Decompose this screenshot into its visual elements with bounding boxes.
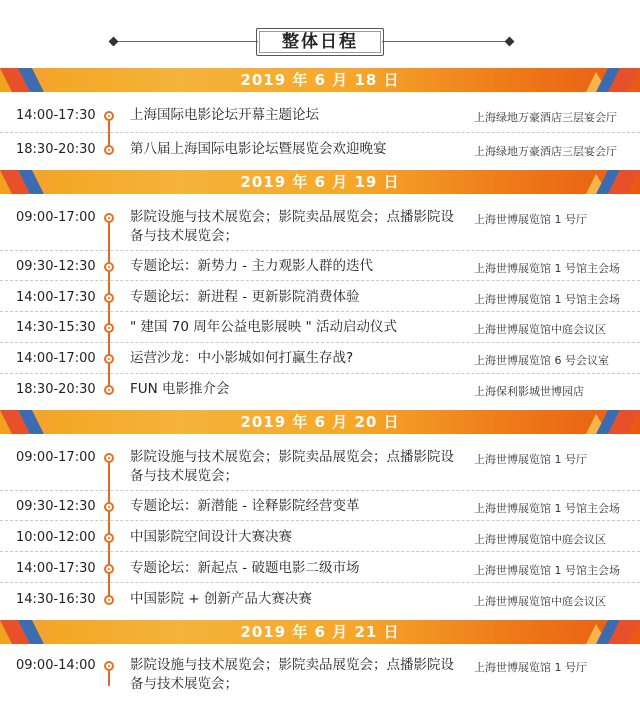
timeline-dot-icon bbox=[104, 385, 114, 395]
day-bar-3 bbox=[0, 410, 640, 434]
row-divider bbox=[0, 373, 640, 374]
event-time: 14:30-16:30 bbox=[16, 592, 96, 607]
event-venue: 上海绿地万豪酒店三层宴会厅 bbox=[474, 111, 617, 124]
event-time: 09:30-12:30 bbox=[16, 499, 96, 514]
timeline-dot-icon bbox=[104, 323, 114, 333]
day-date: 2019 年 6 月 19 日 bbox=[240, 173, 400, 191]
day-date: 2019 年 6 月 20 日 bbox=[240, 413, 400, 431]
event-time: 09:00-14:00 bbox=[16, 658, 96, 673]
row-divider bbox=[0, 582, 640, 583]
event-time: 10:00-12:00 bbox=[16, 530, 96, 545]
event-title: 运营沙龙：中小影城如何打赢生存战? bbox=[130, 350, 354, 366]
event-venue: 上海世博展览馆 1 号馆主会场 bbox=[474, 293, 620, 306]
timeline-dot-icon bbox=[104, 453, 114, 463]
event-time: 09:30-12:30 bbox=[16, 259, 96, 274]
timeline-line bbox=[108, 216, 110, 392]
event-time: 14:30-15:30 bbox=[16, 320, 96, 335]
schedule-header bbox=[0, 0, 640, 66]
timeline-dot-icon bbox=[104, 293, 114, 303]
event-time: 09:00-17:00 bbox=[16, 210, 96, 225]
event-time: 09:00-17:00 bbox=[16, 450, 96, 465]
title-divider-right bbox=[382, 41, 508, 42]
timeline-dot-icon bbox=[104, 262, 114, 272]
event-venue: 上海世博展览馆 1 号馆主会场 bbox=[474, 502, 620, 515]
event-time: 18:30-20:30 bbox=[16, 382, 96, 397]
event-time: 14:00-17:00 bbox=[16, 351, 96, 366]
event-venue: 上海世博展览馆中庭会议区 bbox=[474, 533, 606, 546]
row-divider bbox=[0, 132, 640, 133]
page-title: 整体日程 bbox=[282, 32, 358, 52]
event-title: 第八届上海国际电影论坛暨展览会欢迎晚宴 bbox=[130, 141, 387, 157]
event-venue: 上海世博展览馆中庭会议区 bbox=[474, 595, 606, 608]
event-title: 影院设施与技术展览会；影院卖品展览会；点播影院设备与技术展览会； bbox=[130, 657, 454, 692]
event-venue: 上海世博展览馆 1 号厅 bbox=[474, 453, 587, 466]
event-title: " 建国 70 周年公益电影展映 " 活动启动仪式 bbox=[130, 319, 398, 335]
event-venue: 上海世博展览馆 1 号馆主会场 bbox=[474, 262, 620, 275]
event-title: 专题论坛：新起点 - 破题电影二级市场 bbox=[130, 560, 360, 576]
day-bar-4 bbox=[0, 620, 640, 644]
day-bar-1 bbox=[0, 68, 640, 92]
timeline-dot-icon bbox=[104, 661, 114, 671]
event-title: FUN 电影推介会 bbox=[130, 381, 230, 397]
timeline-line bbox=[108, 456, 110, 600]
timeline-dot-icon bbox=[104, 354, 114, 364]
event-venue: 上海保利影城世博园店 bbox=[474, 385, 584, 398]
event-title: 影院设施与技术展览会；影院卖品展览会；点播影院设备与技术展览会； bbox=[130, 209, 454, 244]
timeline-dot-icon bbox=[104, 533, 114, 543]
event-venue: 上海世博展览馆 1 号馆主会场 bbox=[474, 564, 620, 577]
event-venue: 上海绿地万豪酒店三层宴会厅 bbox=[474, 145, 617, 158]
row-divider bbox=[0, 551, 640, 552]
event-time: 18:30-20:30 bbox=[16, 142, 96, 157]
event-venue: 上海世博展览馆 6 号会议室 bbox=[474, 354, 609, 367]
timeline-dot-icon bbox=[104, 111, 114, 121]
diamond-ornament-right bbox=[505, 37, 515, 47]
event-title: 中国影院 + 创新产品大赛决赛 bbox=[130, 591, 312, 607]
event-title: 专题论坛：新潜能 - 诠释影院经营变革 bbox=[130, 498, 360, 514]
day-bar-2 bbox=[0, 170, 640, 194]
event-venue: 上海世博展览馆 1 号厅 bbox=[474, 661, 587, 674]
row-divider bbox=[0, 342, 640, 343]
row-divider bbox=[0, 490, 640, 491]
timeline-dot-icon bbox=[104, 213, 114, 223]
row-divider bbox=[0, 520, 640, 521]
event-title: 中国影院空间设计大赛决赛 bbox=[130, 529, 292, 545]
title-divider-left bbox=[114, 41, 258, 42]
timeline-dot-icon bbox=[104, 564, 114, 574]
day-date: 2019 年 6 月 21 日 bbox=[240, 623, 400, 641]
row-divider bbox=[0, 250, 640, 251]
timeline-dot-icon bbox=[104, 502, 114, 512]
event-title: 上海国际电影论坛开幕主题论坛 bbox=[130, 107, 319, 123]
timeline-dot-icon bbox=[104, 595, 114, 605]
event-venue: 上海世博展览馆中庭会议区 bbox=[474, 323, 606, 336]
day-date: 2019 年 6 月 18 日 bbox=[240, 71, 400, 89]
row-divider bbox=[0, 280, 640, 281]
event-title: 专题论坛：新势力 - 主力观影人群的迭代 bbox=[130, 258, 373, 274]
row-divider bbox=[0, 311, 640, 312]
event-venue: 上海世博展览馆 1 号厅 bbox=[474, 213, 587, 226]
diamond-ornament-left bbox=[109, 37, 119, 47]
event-time: 14:00-17:30 bbox=[16, 290, 96, 305]
event-time: 14:00-17:30 bbox=[16, 561, 96, 576]
event-time: 14:00-17:30 bbox=[16, 108, 96, 123]
event-title: 影院设施与技术展览会；影院卖品展览会；点播影院设备与技术展览会； bbox=[130, 449, 454, 484]
timeline-dot-icon bbox=[104, 145, 114, 155]
event-title: 专题论坛：新进程 - 更新影院消费体验 bbox=[130, 289, 360, 305]
